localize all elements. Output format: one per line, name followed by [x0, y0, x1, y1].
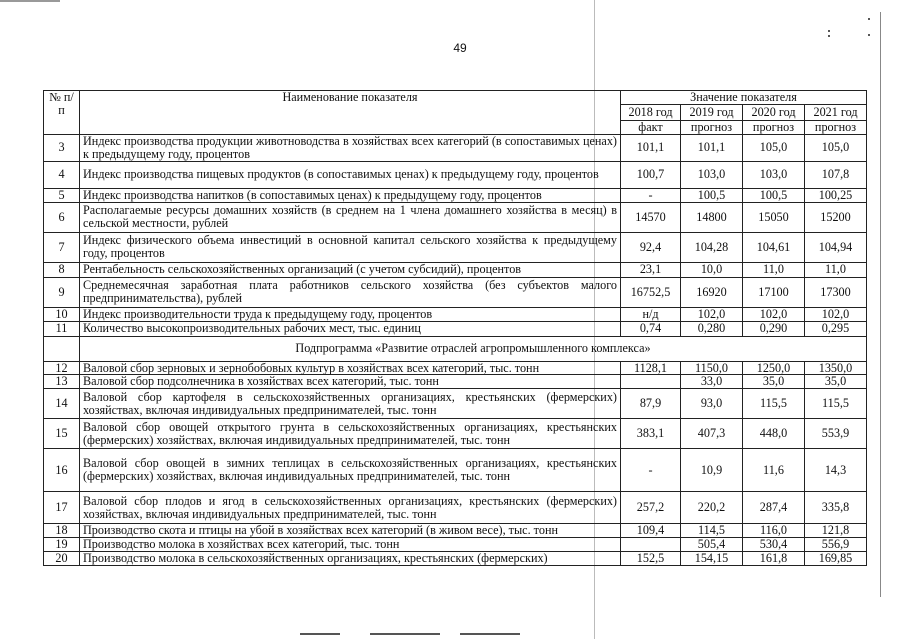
- indicator-value: 105,0: [805, 134, 867, 161]
- row-number: 14: [44, 389, 80, 419]
- indicator-value: 115,5: [743, 389, 805, 419]
- indicator-name: Количество высокопроизводительных рабочих мест, тыс. единиц: [80, 321, 621, 336]
- table-row: [44, 188, 867, 202]
- table-row: [44, 538, 867, 552]
- indicator-value: 101,1: [621, 134, 681, 161]
- table-row: [44, 375, 867, 389]
- row-number: 11: [44, 321, 80, 336]
- indicator-value: -: [621, 449, 681, 492]
- indicator-value: 383,1: [621, 419, 681, 449]
- subprogram-title: Подпрограмма «Развитие отраслей агропромышленного комплекса»: [80, 336, 867, 361]
- indicator-value: 102,0: [805, 307, 867, 321]
- indicator-value: 154,15: [681, 551, 743, 565]
- indicator-name: Валовой сбор плодов и ягод в сельскохозяйственных организациях, крестьянских (фермерских) хозяйствах, включая индивидуальных предпринимателей, тыс. тонн: [80, 492, 621, 524]
- indicator-value: 105,0: [743, 134, 805, 161]
- indicator-value: 556,9: [805, 538, 867, 552]
- indicator-name: Располагаемые ресурсы домашних хозяйств (в среднем на 1 члена домашнего хозяйства в месяц) в сельской местности, рублей: [80, 202, 621, 232]
- indicator-value: 121,8: [805, 524, 867, 538]
- scan-dot: [828, 30, 830, 32]
- indicator-name: Среднемесячная заработная плата работников сельского хозяйства (без субъектов малого предпринимательства), рублей: [80, 277, 621, 307]
- indicator-value: 104,94: [805, 232, 867, 262]
- indicator-value: 14570: [621, 202, 681, 232]
- row-number: 7: [44, 232, 80, 262]
- indicator-value: 35,0: [805, 375, 867, 389]
- header-year: 2020 год: [743, 104, 805, 120]
- indicator-value: 100,7: [621, 161, 681, 188]
- indicator-value: 93,0: [681, 389, 743, 419]
- header-num: № п/п: [44, 91, 80, 135]
- table-row: [44, 361, 867, 375]
- indicator-value: 0,290: [743, 321, 805, 336]
- table-row: [44, 449, 867, 492]
- table-row: [44, 262, 867, 277]
- indicator-value: 1128,1: [621, 361, 681, 375]
- indicator-name: Индекс производства напитков (в сопоставимых ценах) к предыдущему году, процентов: [80, 188, 621, 202]
- indicator-value: 10,0: [681, 262, 743, 277]
- indicator-value: 103,0: [743, 161, 805, 188]
- table-row: [44, 492, 867, 524]
- indicator-name: Валовой сбор овощей в зимних теплицах в сельскохозяйственных организациях, крестьянских (фермерских) хозяйствах, включая индивидуальных предпринимателей, тыс. тонн: [80, 449, 621, 492]
- indicator-value: 35,0: [743, 375, 805, 389]
- page-number: 49: [453, 41, 467, 55]
- scan-edge-right: [880, 12, 881, 597]
- scan-bottom-mark: [460, 633, 520, 635]
- indicator-value: 100,5: [743, 188, 805, 202]
- indicator-value: 103,0: [681, 161, 743, 188]
- header-year: 2019 год: [681, 104, 743, 120]
- indicator-value: 104,28: [681, 232, 743, 262]
- indicator-name: Валовой сбор картофеля в сельскохозяйственных организациях, крестьянских (фермерских) хозяйствах, включая индивидуальных предпринимателей, тыс. тонн: [80, 389, 621, 419]
- header-value: Значение показателя: [621, 91, 867, 105]
- indicator-value: 257,2: [621, 492, 681, 524]
- indicator-value: 107,8: [805, 161, 867, 188]
- row-number: 10: [44, 307, 80, 321]
- indicator-value: 11,0: [805, 262, 867, 277]
- scan-bottom-mark: [370, 633, 440, 635]
- row-number: 12: [44, 361, 80, 375]
- table-row: [44, 277, 867, 307]
- indicator-value: 1250,0: [743, 361, 805, 375]
- indicator-value: 553,9: [805, 419, 867, 449]
- indicator-value: 152,5: [621, 551, 681, 565]
- table-row: [44, 134, 867, 161]
- indicator-value: 100,5: [681, 188, 743, 202]
- indicator-value: н/д: [621, 307, 681, 321]
- table-row: [44, 419, 867, 449]
- indicator-value: 14,3: [805, 449, 867, 492]
- table-row: [44, 389, 867, 419]
- row-number: 8: [44, 262, 80, 277]
- indicator-value: 505,4: [681, 538, 743, 552]
- indicator-value: 10,9: [681, 449, 743, 492]
- row-number: 9: [44, 277, 80, 307]
- header-kind: прогноз: [743, 120, 805, 134]
- indicator-name: Индекс производства продукции животноводства в хозяйствах всех категорий (в сопоставимых ценах) к предыдущему году, процентов: [80, 134, 621, 161]
- row-number: 15: [44, 419, 80, 449]
- table-row: [44, 524, 867, 538]
- indicator-value: 0,74: [621, 321, 681, 336]
- table-row: [44, 232, 867, 262]
- indicator-value: 14800: [681, 202, 743, 232]
- indicator-name: Производство молока в хозяйствах всех категорий, тыс. тонн: [80, 538, 621, 552]
- indicator-value: 17100: [743, 277, 805, 307]
- indicator-name: Валовой сбор зерновых и зернобобовых культур в хозяйствах всех категорий, тыс. тонн: [80, 361, 621, 375]
- indicator-value: 15200: [805, 202, 867, 232]
- scan-edge-left: [0, 0, 60, 2]
- row-number: 5: [44, 188, 80, 202]
- indicator-name: Рентабельность сельскохозяйственных организаций (с учетом субсидий), процентов: [80, 262, 621, 277]
- row-number: 16: [44, 449, 80, 492]
- indicator-value: [621, 538, 681, 552]
- indicator-value: 1350,0: [805, 361, 867, 375]
- indicator-value: 17300: [805, 277, 867, 307]
- indicator-name: Производство молока в сельскохозяйственных организациях, крестьянских (фермерских): [80, 551, 621, 565]
- indicator-value: 102,0: [743, 307, 805, 321]
- indicator-value: 16920: [681, 277, 743, 307]
- table-row: [44, 321, 867, 336]
- indicator-value: 15050: [743, 202, 805, 232]
- indicator-name: Валовой сбор подсолнечника в хозяйствах всех категорий, тыс. тонн: [80, 375, 621, 389]
- indicator-value: 102,0: [681, 307, 743, 321]
- indicator-value: 169,85: [805, 551, 867, 565]
- indicator-value: 33,0: [681, 375, 743, 389]
- indicator-value: 530,4: [743, 538, 805, 552]
- indicator-value: 115,5: [805, 389, 867, 419]
- indicator-name: Индекс производительности труда к предыдущему году, процентов: [80, 307, 621, 321]
- indicator-value: 161,8: [743, 551, 805, 565]
- indicator-value: 100,25: [805, 188, 867, 202]
- indicator-value: 109,4: [621, 524, 681, 538]
- subprogram-section: [44, 336, 867, 361]
- indicator-value: 11,6: [743, 449, 805, 492]
- indicator-name: Индекс физического объема инвестиций в основной капитал сельского хозяйства к предыдущему году, процентов: [80, 232, 621, 262]
- row-number: 19: [44, 538, 80, 552]
- indicator-value: 23,1: [621, 262, 681, 277]
- row-number: 3: [44, 134, 80, 161]
- table-body-main: [44, 134, 867, 336]
- indicator-value: 448,0: [743, 419, 805, 449]
- indicator-value: -: [621, 188, 681, 202]
- indicator-value: 114,5: [681, 524, 743, 538]
- table-header: [44, 91, 867, 135]
- row-number: 18: [44, 524, 80, 538]
- indicator-value: 101,1: [681, 134, 743, 161]
- row-number: 4: [44, 161, 80, 188]
- indicator-value: [621, 375, 681, 389]
- indicator-name: Валовой сбор овощей открытого грунта в сельскохозяйственных организациях, крестьянских (фермерских) хозяйствах, включая индивидуальных предпринимателей, тыс. тонн: [80, 419, 621, 449]
- scan-dot: [828, 35, 830, 37]
- scan-dot: [868, 34, 870, 36]
- indicator-value: 116,0: [743, 524, 805, 538]
- indicator-value: 16752,5: [621, 277, 681, 307]
- row-number: 17: [44, 492, 80, 524]
- table-body-subprogram: [44, 361, 867, 565]
- table-row: [44, 551, 867, 565]
- header-name: Наименование показателя: [80, 91, 621, 135]
- indicator-value: 220,2: [681, 492, 743, 524]
- indicator-value: 11,0: [743, 262, 805, 277]
- indicator-value: 335,8: [805, 492, 867, 524]
- scan-bottom-mark: [300, 633, 340, 635]
- header-kind: прогноз: [681, 120, 743, 134]
- table-row: [44, 161, 867, 188]
- header-year: 2018 год: [621, 104, 681, 120]
- indicator-name: Производство скота и птицы на убой в хозяйствах всех категорий (в живом весе), тыс. тонн: [80, 524, 621, 538]
- header-kind: прогноз: [805, 120, 867, 134]
- table-row: [44, 307, 867, 321]
- indicator-value: 87,9: [621, 389, 681, 419]
- indicator-value: 1150,0: [681, 361, 743, 375]
- scan-dot: [868, 18, 870, 20]
- indicator-name: Индекс производства пищевых продуктов (в сопоставимых ценах) к предыдущему году, процентов: [80, 161, 621, 188]
- row-number: 20: [44, 551, 80, 565]
- indicator-value: 0,280: [681, 321, 743, 336]
- subprogram-num-cell: [44, 336, 80, 361]
- indicator-value: 92,4: [621, 232, 681, 262]
- row-number: 13: [44, 375, 80, 389]
- indicator-value: 407,3: [681, 419, 743, 449]
- indicator-value: 104,61: [743, 232, 805, 262]
- indicator-value: 287,4: [743, 492, 805, 524]
- table-row: [44, 202, 867, 232]
- row-number: 6: [44, 202, 80, 232]
- indicator-value: 0,295: [805, 321, 867, 336]
- indicator-table: [43, 90, 867, 566]
- header-kind: факт: [621, 120, 681, 134]
- header-year: 2021 год: [805, 104, 867, 120]
